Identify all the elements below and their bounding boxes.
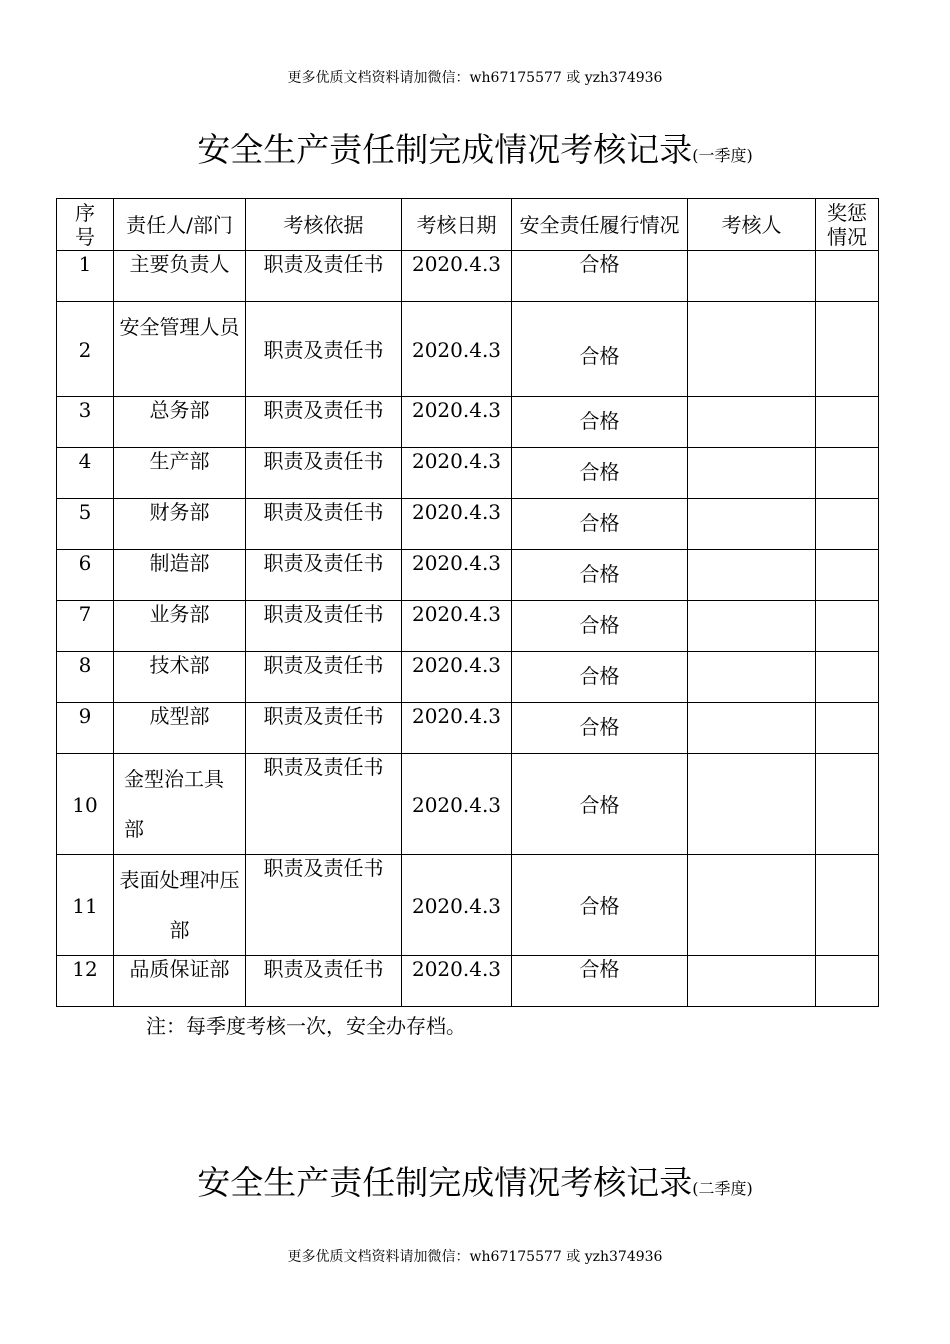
cell-basis-text: 职责及责任书 [263, 602, 384, 626]
cell-reward-text [816, 601, 878, 602]
cell-date-text: 2020.4.3 [411, 602, 502, 626]
cell-dept-text: 制造部 [149, 551, 210, 575]
cell-date [402, 601, 512, 652]
table-row [57, 956, 879, 1007]
cell-examiner-text [688, 397, 815, 398]
title-main: 安全生产责任制完成情况考核记录 [197, 130, 693, 169]
header-date: 考核日期 [402, 199, 512, 251]
cell-date-text: 2020.4.3 [411, 957, 502, 981]
cell-examiner [688, 703, 816, 754]
cell-basis [246, 397, 402, 448]
cell-no-text: 8 [78, 653, 92, 677]
cell-reward-text [816, 499, 878, 500]
table-row [57, 601, 879, 652]
cell-basis-text: 职责及责任书 [263, 551, 384, 575]
cell-status-text: 合格 [579, 252, 620, 276]
cell-reward [816, 499, 879, 550]
table-row [57, 499, 879, 550]
cell-no [57, 448, 114, 499]
cell-no-text: 6 [78, 551, 92, 575]
cell-examiner [688, 397, 816, 448]
cell-basis [246, 754, 402, 855]
cell-status [512, 251, 688, 302]
footer-watermark-note: 更多优质文档资料请加微信：wh67175577 或 yzh374936 [287, 1249, 663, 1265]
table-row [57, 251, 879, 302]
cell-examiner [688, 754, 816, 855]
cell-status-text: 合格 [579, 893, 620, 918]
cell-status [512, 703, 688, 754]
cell-dept-text: 生产部 [149, 449, 210, 473]
cell-reward-text [816, 754, 878, 755]
cell-examiner-text [688, 448, 815, 449]
cell-dept-text: 业务部 [149, 602, 210, 626]
cell-basis [246, 601, 402, 652]
cell-examiner [688, 448, 816, 499]
cell-basis-text: 职责及责任书 [263, 704, 384, 728]
cell-no [57, 855, 114, 956]
cell-date-text: 2020.4.3 [411, 893, 502, 918]
header-status: 安全责任履行情况 [512, 199, 688, 251]
cell-no-text: 1 [78, 252, 92, 276]
cell-status [512, 956, 688, 1007]
cell-basis-text: 职责及责任书 [263, 449, 384, 473]
cell-date-text: 2020.4.3 [411, 704, 502, 728]
cell-dept-text: 安全管理人员 [119, 315, 240, 339]
cell-basis [246, 448, 402, 499]
cell-examiner [688, 956, 816, 1007]
cell-date [402, 855, 512, 956]
cell-status [512, 448, 688, 499]
cell-date [402, 251, 512, 302]
cell-date-text: 2020.4.3 [411, 653, 502, 677]
cell-status-text: 合格 [579, 460, 620, 484]
cell-examiner [688, 251, 816, 302]
cell-no-text: 9 [78, 704, 92, 728]
cell-no [57, 499, 114, 550]
cell-examiner [688, 302, 816, 397]
cell-status [512, 652, 688, 703]
cell-basis [246, 302, 402, 397]
cell-status-text: 合格 [579, 957, 620, 981]
cell-no [57, 956, 114, 1007]
cell-examiner-text [688, 251, 815, 252]
cell-basis-text: 职责及责任书 [263, 500, 384, 524]
cell-basis-text: 职责及责任书 [263, 856, 384, 880]
cell-date-text: 2020.4.3 [411, 449, 502, 473]
cell-no-text: 4 [78, 449, 92, 473]
cell-reward-text [816, 652, 878, 653]
table-row [57, 397, 879, 448]
cell-basis [246, 855, 402, 956]
cell-reward [816, 754, 879, 855]
assessment-table [56, 198, 879, 1007]
cell-dept-text: 表面处理冲压部 [119, 868, 240, 942]
cell-examiner-text [688, 550, 815, 551]
table-row [57, 302, 879, 397]
cell-dept [114, 754, 246, 855]
cell-date-text: 2020.4.3 [411, 792, 502, 817]
cell-date-text: 2020.4.3 [411, 398, 502, 422]
cell-dept-text: 品质保证部 [129, 957, 230, 981]
header-examiner: 考核人 [688, 199, 816, 251]
cell-reward-text [816, 550, 878, 551]
cell-basis [246, 703, 402, 754]
cell-dept [114, 703, 246, 754]
table-footnote: 注：每季度考核一次，安全办存档。 [146, 1014, 466, 1038]
cell-basis [246, 499, 402, 550]
cell-dept [114, 251, 246, 302]
cell-reward [816, 448, 879, 499]
table-row [57, 754, 879, 855]
cell-date-text: 2020.4.3 [411, 551, 502, 575]
cell-basis-text: 职责及责任书 [263, 337, 384, 362]
cell-no-text: 10 [72, 792, 98, 817]
cell-dept [114, 956, 246, 1007]
cell-status-text: 合格 [579, 344, 620, 368]
cell-status-text: 合格 [579, 562, 620, 586]
cell-reward-text [816, 956, 878, 957]
cell-date-text: 2020.4.3 [411, 500, 502, 524]
cell-no-text: 2 [78, 337, 92, 362]
header-dept: 责任人/部门 [114, 199, 246, 251]
page-title-q2 [0, 1163, 950, 1209]
cell-dept [114, 601, 246, 652]
cell-examiner [688, 855, 816, 956]
cell-dept [114, 652, 246, 703]
cell-no [57, 703, 114, 754]
cell-status [512, 754, 688, 855]
cell-dept-text: 主要负责人 [129, 252, 230, 276]
cell-reward [816, 703, 879, 754]
cell-examiner-text [688, 956, 815, 957]
cell-status-text: 合格 [579, 715, 620, 739]
header-reward: 奖惩情况 [816, 199, 879, 251]
cell-status [512, 302, 688, 397]
cell-examiner-text [688, 652, 815, 653]
cell-no-text: 5 [78, 500, 92, 524]
cell-reward-text [816, 397, 878, 398]
cell-date [402, 302, 512, 397]
header-watermark-note: 更多优质文档资料请加微信：wh67175577 或 yzh374936 [287, 70, 663, 86]
cell-status-text: 合格 [579, 511, 620, 535]
header-no: 序号 [57, 199, 114, 251]
cell-status [512, 601, 688, 652]
title-suffix: (二季度) [692, 1179, 753, 1198]
cell-no [57, 754, 114, 855]
cell-reward [816, 302, 879, 397]
cell-date [402, 703, 512, 754]
cell-reward-text [816, 251, 878, 252]
cell-reward-text [816, 302, 878, 303]
cell-status [512, 499, 688, 550]
cell-dept-text: 财务部 [149, 500, 210, 524]
cell-no [57, 251, 114, 302]
cell-no-text: 12 [72, 957, 98, 981]
cell-status-text: 合格 [579, 792, 620, 817]
cell-examiner-text [688, 601, 815, 602]
table-row [57, 448, 879, 499]
title-main: 安全生产责任制完成情况考核记录 [197, 1163, 693, 1202]
cell-status [512, 855, 688, 956]
header-basis: 考核依据 [246, 199, 402, 251]
cell-examiner [688, 499, 816, 550]
cell-no [57, 397, 114, 448]
cell-status [512, 397, 688, 448]
cell-reward [816, 251, 879, 302]
cell-date-text: 2020.4.3 [411, 337, 502, 362]
cell-basis-text: 职责及责任书 [263, 957, 384, 981]
cell-no [57, 550, 114, 601]
table-header-row [57, 199, 879, 251]
cell-no-text: 11 [72, 893, 98, 918]
cell-reward [816, 601, 879, 652]
cell-date [402, 956, 512, 1007]
cell-reward-text [816, 703, 878, 704]
table-row [57, 855, 879, 956]
cell-no [57, 652, 114, 703]
cell-no [57, 601, 114, 652]
cell-dept [114, 397, 246, 448]
cell-date [402, 499, 512, 550]
cell-basis-text: 职责及责任书 [263, 653, 384, 677]
page-title-q1 [0, 130, 950, 176]
cell-reward-text [816, 448, 878, 449]
cell-basis [246, 956, 402, 1007]
cell-dept [114, 448, 246, 499]
cell-examiner [688, 601, 816, 652]
table-row [57, 703, 879, 754]
cell-status-text: 合格 [579, 613, 620, 637]
cell-examiner-text [688, 754, 815, 755]
cell-no-text: 7 [78, 602, 92, 626]
table-row [57, 550, 879, 601]
cell-status-text: 合格 [579, 664, 620, 688]
cell-basis [246, 251, 402, 302]
cell-examiner [688, 550, 816, 601]
cell-date [402, 652, 512, 703]
cell-reward [816, 652, 879, 703]
cell-dept-text: 成型部 [149, 704, 210, 728]
cell-reward [816, 550, 879, 601]
cell-examiner [688, 652, 816, 703]
cell-dept [114, 855, 246, 956]
cell-reward-text [816, 855, 878, 856]
cell-dept-text: 总务部 [149, 398, 210, 422]
cell-no [57, 302, 114, 397]
cell-reward [816, 397, 879, 448]
cell-reward [816, 855, 879, 956]
cell-dept-text: 技术部 [149, 653, 210, 677]
cell-date [402, 754, 512, 855]
cell-dept [114, 550, 246, 601]
cell-date [402, 448, 512, 499]
cell-dept-text: 金型治工具部 [124, 767, 224, 841]
cell-date [402, 397, 512, 448]
cell-basis-text: 职责及责任书 [263, 398, 384, 422]
table-row [57, 652, 879, 703]
cell-status [512, 550, 688, 601]
cell-examiner-text [688, 703, 815, 704]
cell-basis-text: 职责及责任书 [263, 755, 384, 779]
title-suffix: (一季度) [692, 146, 753, 165]
cell-no-text: 3 [78, 398, 92, 422]
cell-dept [114, 302, 246, 397]
cell-examiner-text [688, 855, 815, 856]
cell-dept [114, 499, 246, 550]
cell-date [402, 550, 512, 601]
cell-basis [246, 652, 402, 703]
cell-reward [816, 956, 879, 1007]
cell-examiner-text [688, 302, 815, 303]
cell-status-text: 合格 [579, 409, 620, 433]
cell-basis [246, 550, 402, 601]
cell-date-text: 2020.4.3 [411, 252, 502, 276]
cell-basis-text: 职责及责任书 [263, 252, 384, 276]
cell-examiner-text [688, 499, 815, 500]
